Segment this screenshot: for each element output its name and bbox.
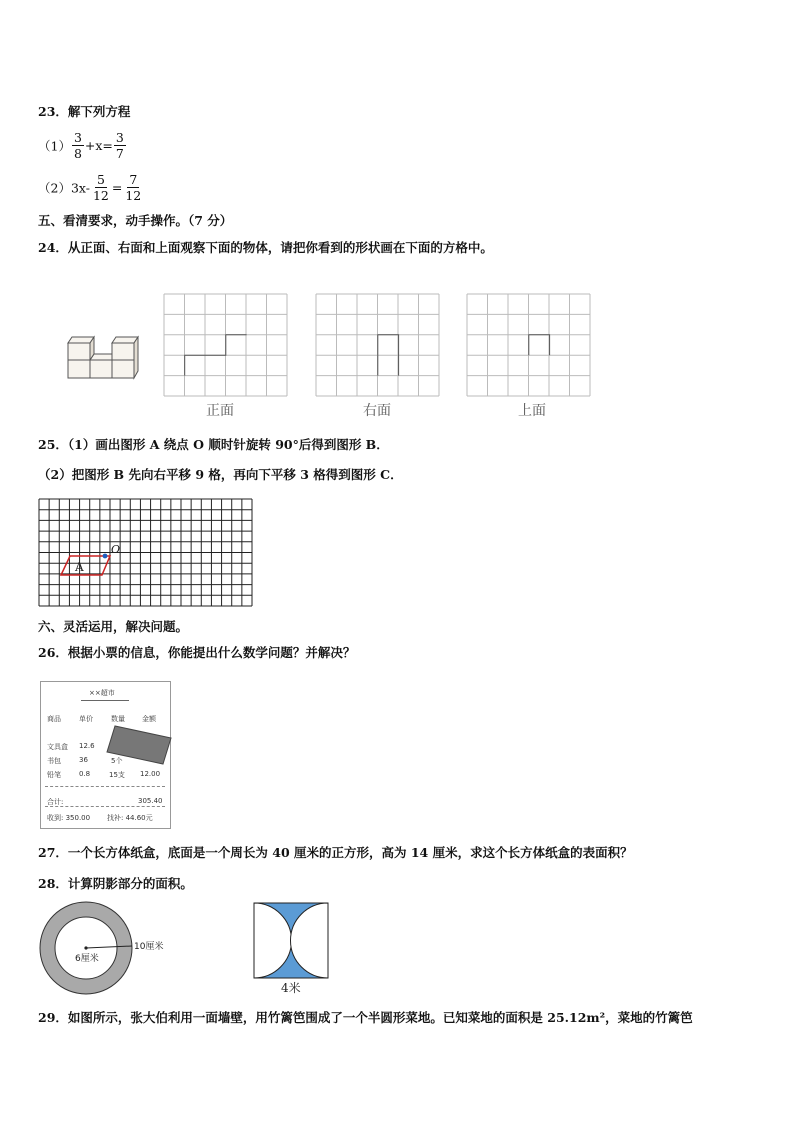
q25-part2: （2）把图形 B 先向右平移 9 格，再向下平移 3 格得到图形 C． (38, 467, 403, 482)
point-o-label: O (111, 543, 121, 556)
q26-text: 26．根据小票的信息，你能提出什么数学问题？并解决？ (38, 645, 356, 660)
shape-a-label: A (75, 560, 84, 574)
q24-text: 24．从正面、右面和上面观察下面的物体，请把你看到的形状画在下面的方格中。 (38, 240, 493, 255)
rotation-grid (39, 499, 253, 607)
receipt-row-3-price: 0.8 (79, 770, 91, 778)
receipt-header-qty: 数量 (111, 715, 125, 723)
receipt-row-3-item: 铅笔 (47, 771, 61, 779)
receipt (40, 681, 171, 829)
equation-1 (38, 130, 127, 161)
point-o (103, 554, 108, 559)
receipt-divider-3 (45, 806, 165, 807)
receipt-row-2-price: 36 (79, 756, 88, 764)
receipt-row-2-item: 书包 (47, 757, 61, 765)
outer-radius-label: 10厘米 (134, 942, 164, 952)
grid-front (164, 294, 288, 396)
eq1-fraction-b: $\frac{3}{7}$ (115, 130, 124, 161)
square-arcs-figure (253, 902, 333, 997)
caption-front: 正面 (206, 403, 234, 419)
receipt-store: ××超市 (89, 689, 115, 697)
caption-top: 上面 (518, 403, 546, 419)
shape-a (61, 556, 110, 575)
eq2-fraction-a: $\frac{5}{12}$ (92, 172, 109, 203)
grid-top (467, 294, 591, 396)
receipt-row-1-item: 文具盒 (47, 743, 68, 751)
q29-text: 29．如图所示，张大伯利用一面墙壁，用竹篱笆围成了一个半圆形菜地。已知菜地的面积是 25.12m²，菜地的竹篱笆 (38, 1010, 693, 1025)
receipt-smudge (107, 726, 169, 766)
grid-right (316, 294, 440, 396)
receipt-total-value: 305.40 (138, 797, 163, 805)
inner-radius-label: 6厘米 (75, 954, 99, 964)
eq1-mid: +x= (84, 138, 113, 153)
receipt-total-label: 合计: (47, 798, 64, 806)
section5-title: 五、看清要求，动手操作。（7 分） (38, 213, 233, 228)
receipt-header-price: 单价 (79, 715, 93, 723)
cube-object-figure (64, 333, 144, 383)
q25-part1: 25．（1）画出图形 A 绕点 O 顺时针旋转 90°后得到图形 B． (38, 437, 389, 452)
q27-text: 27．一个长方体纸盒，底面是一个周长为 40 厘米的正方形，高为 14 厘米，求这个长方体纸盒的表面积？ (38, 845, 633, 860)
annulus-figure (38, 901, 178, 997)
eq1-fraction-a: $\frac{3}{8}$ (73, 130, 82, 161)
receipt-divider (81, 700, 129, 701)
receipt-header-amount: 金额 (142, 715, 156, 723)
receipt-header-item: 商品 (47, 715, 61, 723)
receipt-row-3-qty: 15支 (109, 771, 125, 779)
eq1-label: （1） (38, 138, 71, 154)
section6-title: 六、灵活运用，解决问题。 (38, 619, 189, 634)
receipt-change: 找补: 44.60元 (107, 814, 153, 822)
q28-text: 28．计算阴影部分的面积。 (38, 876, 193, 891)
eq2-mid: = (111, 180, 123, 195)
equation-2 (38, 172, 144, 203)
q23-title: 23．解下列方程 (38, 104, 131, 119)
receipt-divider-2 (45, 786, 165, 787)
receipt-received: 收到: 350.00 (47, 814, 91, 822)
receipt-row-1-price: 12.6 (79, 742, 95, 750)
square-side-label: 4米 (281, 981, 301, 995)
eq2-label: （2）3x- (38, 180, 90, 196)
caption-right: 右面 (363, 403, 391, 419)
receipt-row-3-amount: 12.00 (140, 770, 161, 778)
receipt-row-2-qty: 5个 (111, 757, 123, 765)
eq2-fraction-b: $\frac{7}{12}$ (125, 172, 142, 203)
